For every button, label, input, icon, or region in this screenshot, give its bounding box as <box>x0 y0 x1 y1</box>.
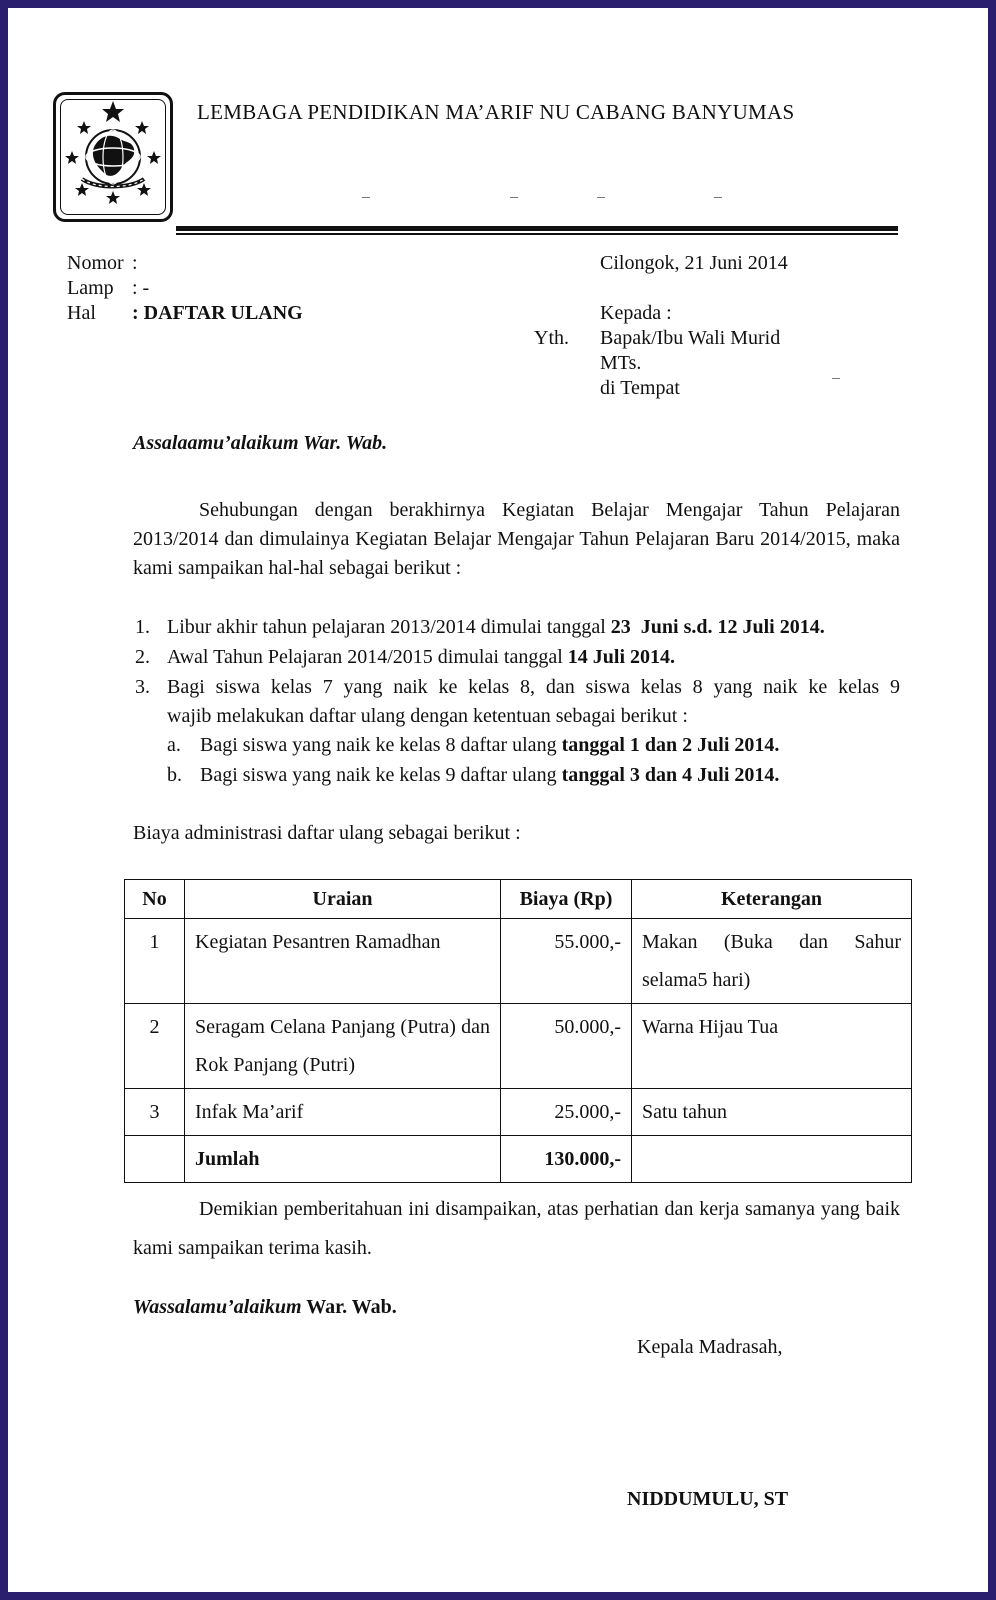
table-header-row <box>125 880 912 919</box>
lamp-label: Lamp <box>67 277 114 299</box>
kepada-label: Kepada : <box>600 302 672 324</box>
closing-paragraph <box>133 1190 900 1268</box>
hal-value: : DAFTAR ULANG <box>132 302 303 324</box>
logo <box>53 92 173 222</box>
table-row <box>125 1089 912 1136</box>
header-biaya: Biaya (Rp) <box>501 880 632 919</box>
faint-mark <box>832 378 840 379</box>
item-3-line-1: Bagi siswa kelas 7 yang naik ke kelas 8, dan siswa kelas 8 yang naik ke kelas 9 <box>167 676 900 698</box>
yth-label: Yth. <box>534 327 569 349</box>
table-total-row <box>125 1136 912 1183</box>
item-3-num: 3. <box>135 676 150 698</box>
subitem-a-text: Bagi siswa yang naik ke kelas 8 daftar ulang <box>200 734 562 756</box>
recipient-line-1: Bapak/Ibu Wali Murid <box>600 327 781 349</box>
header-rule-thick <box>176 226 898 231</box>
intro-text: Sehubungan dengan berakhirnya Kegiatan Belajar Mengajar Tahun Pelajaran 2013/2014 dan dimulainya Kegiatan Belajar Mengajar Tahun Pelajaran Baru 2014/2015, maka kami sampaikan hal-hal sebagai berikut : <box>133 499 900 579</box>
closing-text: Demikian pemberitahuan ini disampaikan, atas perhatian dan kerja samanya yang baik kami sampaikan terima kasih. <box>133 1198 900 1259</box>
item-1 <box>167 616 825 639</box>
subitem-a-num: a. <box>167 734 181 756</box>
row-1-keterangan: Makan (Buka dan Sahur selama5 hari) <box>632 919 912 1004</box>
item-2 <box>167 646 675 669</box>
signature-title: Kepala Madrasah, <box>637 1336 783 1358</box>
row-2-uraian: Seragam Celana Panjang (Putra) dan Rok Panjang (Putri) <box>185 1004 501 1089</box>
faint-mark <box>362 197 370 198</box>
hal-label: Hal <box>67 302 96 324</box>
item-2-text: Awal Tahun Pelajaran 2014/2015 dimulai tanggal <box>167 646 568 668</box>
row-3-biaya: 25.000,- <box>501 1089 632 1136</box>
signature-name: NIDDUMULU, ST <box>627 1488 789 1510</box>
subitem-b <box>200 764 779 787</box>
table-row <box>125 1004 912 1089</box>
farewell <box>133 1296 397 1319</box>
subitem-b-text: Bagi siswa yang naik ke kelas 9 daftar ulang <box>200 764 562 786</box>
item-3-line-2: wajib melakukan daftar ulang dengan ketentuan sebagai berikut : <box>167 705 688 727</box>
faint-mark <box>510 197 518 198</box>
nomor-label: Nomor <box>67 252 124 274</box>
item-1-text: Libur akhir tahun pelajaran 2013/2014 dimulai tanggal <box>167 616 611 638</box>
row-3-keterangan: Satu tahun <box>632 1089 912 1136</box>
institution-name: LEMBAGA PENDIDIKAN MA’ARIF NU CABANG BANYUMAS <box>197 100 795 124</box>
row-1-no: 1 <box>125 919 185 1004</box>
nomor-separator: : <box>132 252 138 274</box>
intro-paragraph <box>133 496 900 583</box>
fee-table <box>124 879 912 1183</box>
recipient-line-2: MTs. <box>600 352 642 374</box>
farewell-rest: War. Wab. <box>301 1296 397 1318</box>
header-uraian: Uraian <box>185 880 501 919</box>
row-1-biaya: 55.000,- <box>501 919 632 1004</box>
subitem-b-num: b. <box>167 764 182 786</box>
header-keterangan: Keterangan <box>632 880 912 919</box>
total-keterangan <box>632 1136 912 1183</box>
total-no <box>125 1136 185 1183</box>
row-3-uraian: Infak Ma’arif <box>185 1089 501 1136</box>
greeting: Assalaamu’alaikum War. Wab. <box>133 432 388 454</box>
table-row <box>125 919 912 1004</box>
row-2-biaya: 50.000,- <box>501 1004 632 1089</box>
faint-mark <box>597 197 605 198</box>
row-3-no: 3 <box>125 1089 185 1136</box>
fee-intro: Biaya administrasi daftar ulang sebagai berikut : <box>133 822 521 844</box>
row-2-no: 2 <box>125 1004 185 1089</box>
lamp-value: : - <box>132 277 150 299</box>
item-1-num: 1. <box>135 616 150 638</box>
row-1-uraian: Kegiatan Pesantren Ramadhan <box>185 919 501 1004</box>
subitem-a <box>200 734 779 757</box>
header-rule-thin <box>176 233 898 235</box>
place-date: Cilongok, 21 Juni 2014 <box>600 252 788 274</box>
faint-mark <box>714 197 722 198</box>
total-value: 130.000,- <box>501 1136 632 1183</box>
item-2-date: 14 Juli 2014. <box>567 646 676 668</box>
nu-globe-logo-icon <box>56 95 170 219</box>
header-no: No <box>125 880 185 919</box>
farewell-italic: Wassalamu’alaikum <box>133 1296 302 1318</box>
row-2-keterangan: Warna Hijau Tua <box>632 1004 912 1089</box>
subitem-a-date: tanggal 1 dan 2 Juli 2014. <box>561 734 780 756</box>
total-label: Jumlah <box>185 1136 501 1183</box>
item-1-date: 23 Juni s.d. 12 Juli 2014. <box>610 616 825 638</box>
subitem-b-date: tanggal 3 dan 4 Juli 2014. <box>561 764 780 786</box>
recipient-line-3: di Tempat <box>600 377 680 399</box>
item-2-num: 2. <box>135 646 150 668</box>
